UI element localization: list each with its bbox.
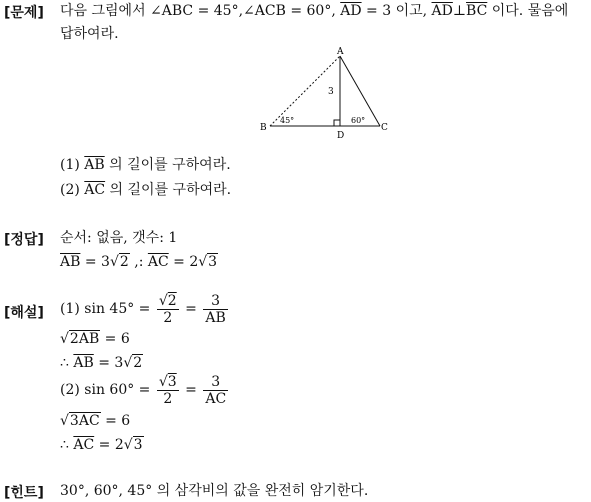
right-angle-mark [334,120,340,126]
explanation-line-3 [60,354,143,372]
radicand: 3AC [69,413,100,429]
fraction-denominator [203,390,228,407]
segment-ad: $\overline{AD}$ [431,3,453,19]
answer-line-1: 순서: 없음, 갯수: 1 [60,230,178,246]
segment-ac: AC [205,390,227,407]
problem-label: [문제] [4,5,44,21]
explanation-text: = 6 [100,413,131,429]
explanation-line-2 [60,330,130,348]
therefore-symbol: ∴ [60,355,74,371]
vertex-a-label: A [337,47,344,57]
segment-ac: $\overline{AC}$ [84,182,106,198]
radicand: 3 [167,373,177,390]
explanation-text: = 3 [93,355,124,371]
problem-text: 다음 그림에서 ∠ABC = 45°,∠ACB = 60°, [60,3,341,19]
height-label: 3 [328,87,334,97]
explanation-line-5 [60,412,130,430]
fraction-sqrt3-over-2 [157,374,179,407]
answer-text: = 2 [168,254,199,270]
therefore-symbol: ∴ [60,437,74,453]
angle-b-label: 45° [280,116,295,125]
separator: ,: [129,254,148,270]
sqrt-expression: √3 [198,254,218,270]
hint-label: [힌트] [4,485,44,501]
radicand: 3 [133,437,143,453]
fraction-denominator: 2 [157,390,179,407]
radicand: 2 [119,254,129,270]
radicand: 2AB [69,331,100,347]
angle-c-label: 60° [351,116,366,125]
fraction-denominator [203,309,227,326]
segment-ab: $\overline{AB}$ [73,355,94,371]
segment-ac: $\overline{AC}$ [147,254,169,270]
sqrt-expression: √2AB [60,331,100,347]
answer-line-2 [60,253,218,271]
radicand: 2 [167,292,177,309]
fraction-numerator: 3 [211,292,220,309]
vertex-d-label: D [337,131,345,141]
segment-ab: AB [205,309,226,326]
explanation-text: = 6 [100,331,130,347]
fraction-numerator: 3 [211,373,221,390]
question-text: 의 길이를 구하여라. [105,182,232,198]
problem-text: 이다. 물음에 [487,3,569,19]
question-number: (2) [60,182,85,198]
explanation-line-4 [60,371,230,409]
question-2 [60,181,231,199]
radicand: 2 [133,355,143,371]
equals-sign: = [180,301,202,317]
fraction-denominator: 2 [157,309,179,326]
question-text: 의 길이를 구하여라. [104,157,231,173]
explanation-text: (1) sin 45° = [60,301,155,317]
sqrt-expression: √2 [109,254,129,270]
fraction-numerator: √3 [158,373,177,390]
sqrt-expression: √2 [123,355,143,371]
segment-bc: $\overline{BC}$ [466,3,488,19]
fraction-3-over-ab [203,293,227,326]
sqrt-expression: √3AC [60,413,100,429]
segment-ab: $\overline{AB}$ [60,254,81,270]
fraction-3-over-ac [203,374,228,407]
vertex-c-label: C [381,123,388,133]
perpendicular-symbol: ⊥ [452,3,467,19]
explanation-line-1 [60,290,230,328]
problem-text: = 3 이고, [361,3,432,19]
fraction-sqrt2-over-2 [157,293,179,326]
explanation-label: [해설] [4,305,44,321]
explanation-line-6 [60,436,144,454]
problem-line-1 [60,2,568,20]
radicand: 3 [208,254,218,270]
vertex-b-label: B [260,123,267,133]
equals-sign: = [180,382,202,398]
answer-text: = 3 [80,254,110,270]
fraction-numerator: √2 [158,292,177,309]
triangle-figure [258,46,392,142]
hint-text: 30°, 60°, 45° 의 삼각비의 값을 완전히 암기한다. [60,483,369,499]
segment-ad: $\overline{AD}$ [340,3,362,19]
explanation-text: = 2 [94,437,124,453]
explanation-text: (2) sin 60° = [60,382,155,398]
answer-label: [정답] [4,232,44,248]
sqrt-expression: √3 [123,437,143,453]
question-1 [60,156,231,174]
question-number: (1) [60,157,85,173]
segment-ac: $\overline{AC}$ [73,437,95,453]
problem-line-2: 답하여라. [60,26,119,42]
segment-ab: $\overline{AB}$ [84,157,105,173]
